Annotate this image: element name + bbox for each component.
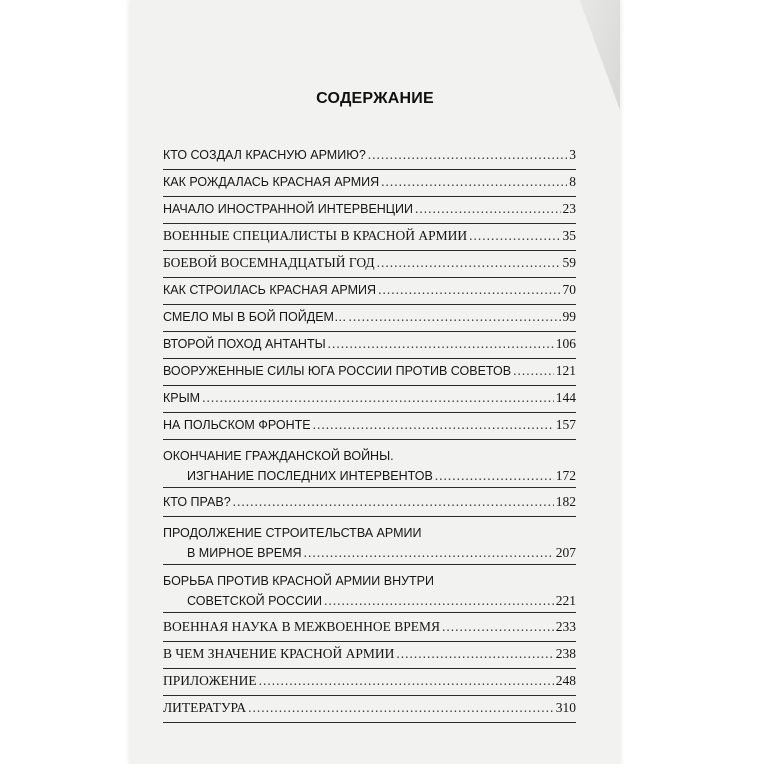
toc-leader-dots [415, 199, 560, 218]
toc-entry-title-continued: ИЗГНАНИЕ ПОСЛЕДНИХ ИНТЕРВЕНТОВ [187, 469, 433, 483]
toc-leader-dots [304, 543, 554, 562]
toc-leader-dots [435, 466, 554, 485]
toc-entry [163, 278, 576, 305]
toc-entry-page: 3 [569, 147, 576, 162]
toc-entry [163, 332, 576, 359]
toc-entry-page: 207 [555, 545, 576, 560]
toc-entry-title: ВООРУЖЕННЫЕ СИЛЫ ЮГА РОССИИ ПРОТИВ СОВЕТОВ [163, 364, 512, 378]
toc-leader-dots [259, 671, 554, 690]
toc-entry-title: БОРЬБА ПРОТИВ КРАСНОЙ АРМИИ ВНУТРИ [163, 574, 434, 588]
toc-entry-title: В ЧЕМ ЗНАЧЕНИЕ КРАСНОЙ АРМИИ [163, 646, 395, 661]
toc-entry-title: ВОЕННЫЕ СПЕЦИАЛИСТЫ В КРАСНОЙ АРМИИ [163, 228, 468, 243]
toc-leader-dots [248, 698, 554, 717]
toc-entry-title: НА ПОЛЬСКОМ ФРОНТЕ [163, 418, 311, 432]
toc-entry-page: 248 [555, 673, 576, 688]
toc-leader-dots [469, 226, 560, 245]
toc-entry-page: 121 [555, 363, 576, 378]
toc-entry [163, 696, 576, 723]
toc-leader-dots [202, 388, 554, 407]
toc-entry [163, 359, 576, 386]
toc-entry-page: 106 [555, 336, 576, 351]
toc-leader-dots [381, 172, 567, 191]
toc-entry-title: ПРИЛОЖЕНИЕ [163, 673, 257, 688]
toc-entry-title: КАК РОЖДАЛАСЬ КРАСНАЯ АРМИЯ [163, 175, 380, 189]
toc-entry [163, 386, 576, 413]
toc-entry [163, 224, 576, 251]
toc-leader-dots [313, 415, 554, 434]
toc-entry [163, 197, 576, 224]
toc-leader-dots [442, 617, 554, 636]
toc-leader-dots [378, 280, 560, 299]
toc-entry [163, 251, 576, 278]
toc-entry-title-continued: СОВЕТСКОЙ РОССИИ [187, 594, 322, 608]
toc-entry [163, 413, 576, 440]
toc-entry-title: БОЕВОЙ ВОСЕМНАДЦАТЫЙ ГОД [163, 255, 375, 270]
toc-entry [163, 140, 576, 170]
toc-entry [163, 669, 576, 696]
page-title: СОДЕРЖАНИЕ [316, 90, 434, 107]
toc-leader-dots [368, 145, 567, 164]
toc-entry-page: 157 [555, 417, 576, 432]
toc-entry [163, 488, 576, 517]
toc-entry-title: КАК СТРОИЛАСЬ КРАСНАЯ АРМИЯ [163, 283, 377, 297]
toc-entry-title: ПРОДОЛЖЕНИЕ СТРОИТЕЛЬСТВА АРМИИ [163, 526, 422, 540]
toc-entry [163, 440, 576, 488]
toc-entry [163, 565, 576, 613]
toc-leader-dots [513, 361, 554, 380]
toc-leader-dots [328, 334, 554, 353]
toc-entry-title: КТО СОЗДАЛ КРАСНУЮ АРМИЮ? [163, 148, 366, 162]
toc-entry-page: 233 [555, 619, 576, 634]
toc-entry-page: 8 [569, 174, 576, 189]
toc-entry-page: 23 [562, 201, 576, 216]
toc-entry-title: ЛИТЕРАТУРА [163, 700, 247, 715]
toc-entry-page: 238 [555, 646, 576, 661]
toc-entry [163, 642, 576, 669]
toc-entry-page: 70 [562, 282, 576, 297]
toc-leader-dots [377, 253, 561, 272]
toc-entry-title: ВОЕННАЯ НАУКА В МЕЖВОЕННОЕ ВРЕМЯ [163, 619, 440, 634]
toc-entry-title: ОКОНЧАНИЕ ГРАЖДАНСКОЙ ВОЙНЫ. [163, 449, 394, 463]
toc-leader-dots [396, 644, 553, 663]
toc-entry-title: КТО ПРАВ? [163, 495, 231, 509]
table-of-contents [163, 140, 576, 723]
toc-leader-dots [233, 492, 554, 511]
toc-leader-dots [348, 307, 560, 326]
toc-entry [163, 170, 576, 197]
toc-entry-title: ВТОРОЙ ПОХОД АНТАНТЫ [163, 337, 326, 351]
toc-entry [163, 613, 576, 642]
toc-entry-page: 59 [562, 255, 576, 270]
toc-entry-title: НАЧАЛО ИНОСТРАННОЙ ИНТЕРВЕНЦИИ [163, 202, 414, 216]
toc-entry-page: 144 [555, 390, 576, 405]
toc-entry-page: 310 [555, 700, 576, 715]
toc-entry-page: 221 [555, 593, 576, 608]
toc-leader-dots [324, 591, 554, 610]
toc-entry-page: 182 [555, 494, 576, 509]
toc-entry-page: 35 [562, 228, 576, 243]
book-page [130, 0, 620, 764]
toc-entry-title: КРЫМ [163, 391, 201, 405]
toc-entry-page: 99 [562, 309, 576, 324]
toc-entry [163, 517, 576, 565]
toc-entry-title-continued: В МИРНОЕ ВРЕМЯ [187, 546, 302, 560]
toc-entry [163, 305, 576, 332]
toc-entry-title: СМЕЛО МЫ В БОЙ ПОЙДЕМ… [163, 310, 347, 324]
toc-entry-page: 172 [555, 468, 576, 483]
